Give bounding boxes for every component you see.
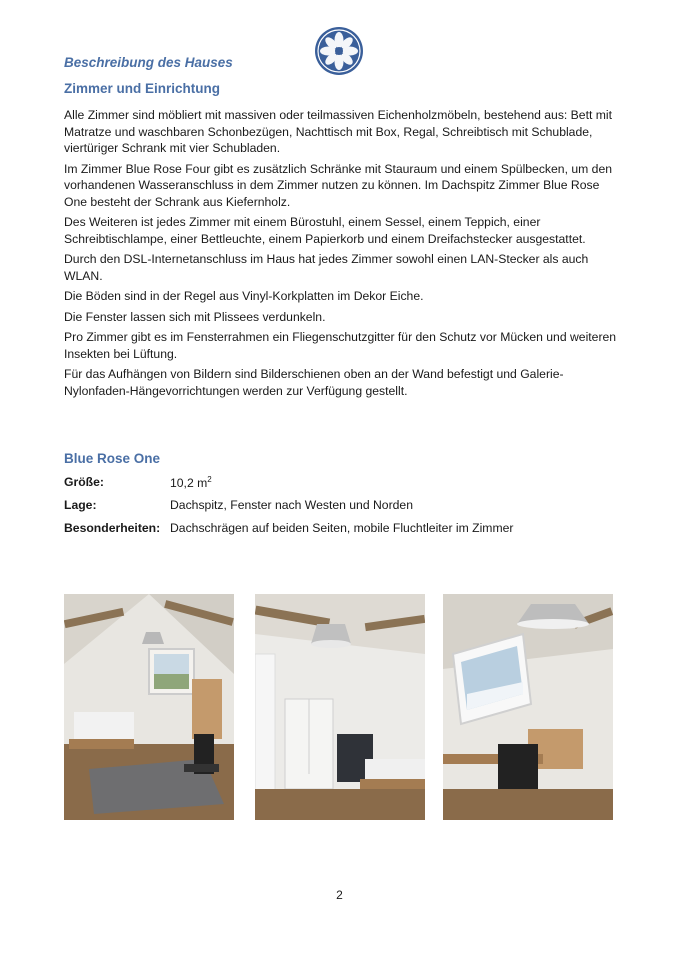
room-specs (64, 475, 513, 544)
room-photo-wardrobe (255, 594, 425, 820)
spec-label-size: Größe: (64, 475, 104, 489)
paragraph: Die Böden sind in der Regel aus Vinyl-Korkplatten im Dekor Eiche. (64, 289, 424, 303)
paragraph: Des Weiteren ist jedes Zimmer mit einem Bürostuhl, einem Sessel, einem Teppich, einer Schreibtischlampe, einer Bettleuchte, einem Papierkorb und einem Dreifachstecker ausgestattet. (64, 215, 586, 246)
page-number: 2 (336, 888, 343, 902)
body-text (64, 107, 624, 403)
flower-logo-icon (314, 26, 364, 76)
paragraph: Alle Zimmer sind möbliert mit massiven oder teilmassiven Eichenholzmöbeln, bestehend aus: Bett mit Matratze und waschbaren Schonbezügen, Nachttisch mit Box, Regal, Schreibtisch mit Schublade, viertüriger Schrank mit vier Schubladen. (64, 108, 612, 155)
spec-row-size (64, 475, 513, 498)
paragraph: Pro Zimmer gibt es im Fensterrahmen ein Fliegenschutzgitter für den Schutz vor Mücken und weiteren Insekten bei Lüftung. (64, 330, 617, 361)
paragraph: Die Fenster lassen sich mit Plissees verdunkeln. (64, 309, 326, 324)
spec-label-features: Besonderheiten: (64, 521, 161, 535)
room-photo-desk (443, 594, 613, 820)
paragraph: Für das Aufhängen von Bildern sind Bilderschienen oben an der Wand befestigt und Galerie-Nylonfaden-Hängevorrichtungen werden zur Verfügung gestellt. (64, 367, 564, 398)
paragraph: Durch den DSL-Internetanschluss im Haus hat jedes Zimmer sowohl einen LAN-Stecker als auch WLAN. (64, 252, 589, 283)
paragraph: Im Zimmer Blue Rose Four gibt es zusätzlich Schränke mit Stauraum und einem Spülbecken, um den vorhandenen Wasseranschluss in dem Zimmer nutzen zu können. Im Dachspitz Zimmer Blue Rose One besteht der Schrank aus Kiefernholz. (64, 161, 613, 209)
spec-value-location: Dachspitz, Fenster nach Westen und Norden (170, 498, 413, 512)
spec-row-location (64, 498, 513, 521)
spec-value-features: Dachschrägen auf beiden Seiten, mobile Fluchtleiter im Zimmer (170, 521, 514, 535)
room-title: Blue Rose One (64, 451, 161, 466)
room-photo-bed (64, 594, 234, 820)
heading-main: Beschreibung des Hauses (64, 55, 233, 70)
spec-row-features (64, 521, 513, 544)
spec-value-size: 10,2 $m^2$ (170, 475, 212, 491)
heading-sub: Zimmer und Einrichtung (64, 81, 221, 96)
spec-label-location: Lage: (64, 498, 97, 512)
